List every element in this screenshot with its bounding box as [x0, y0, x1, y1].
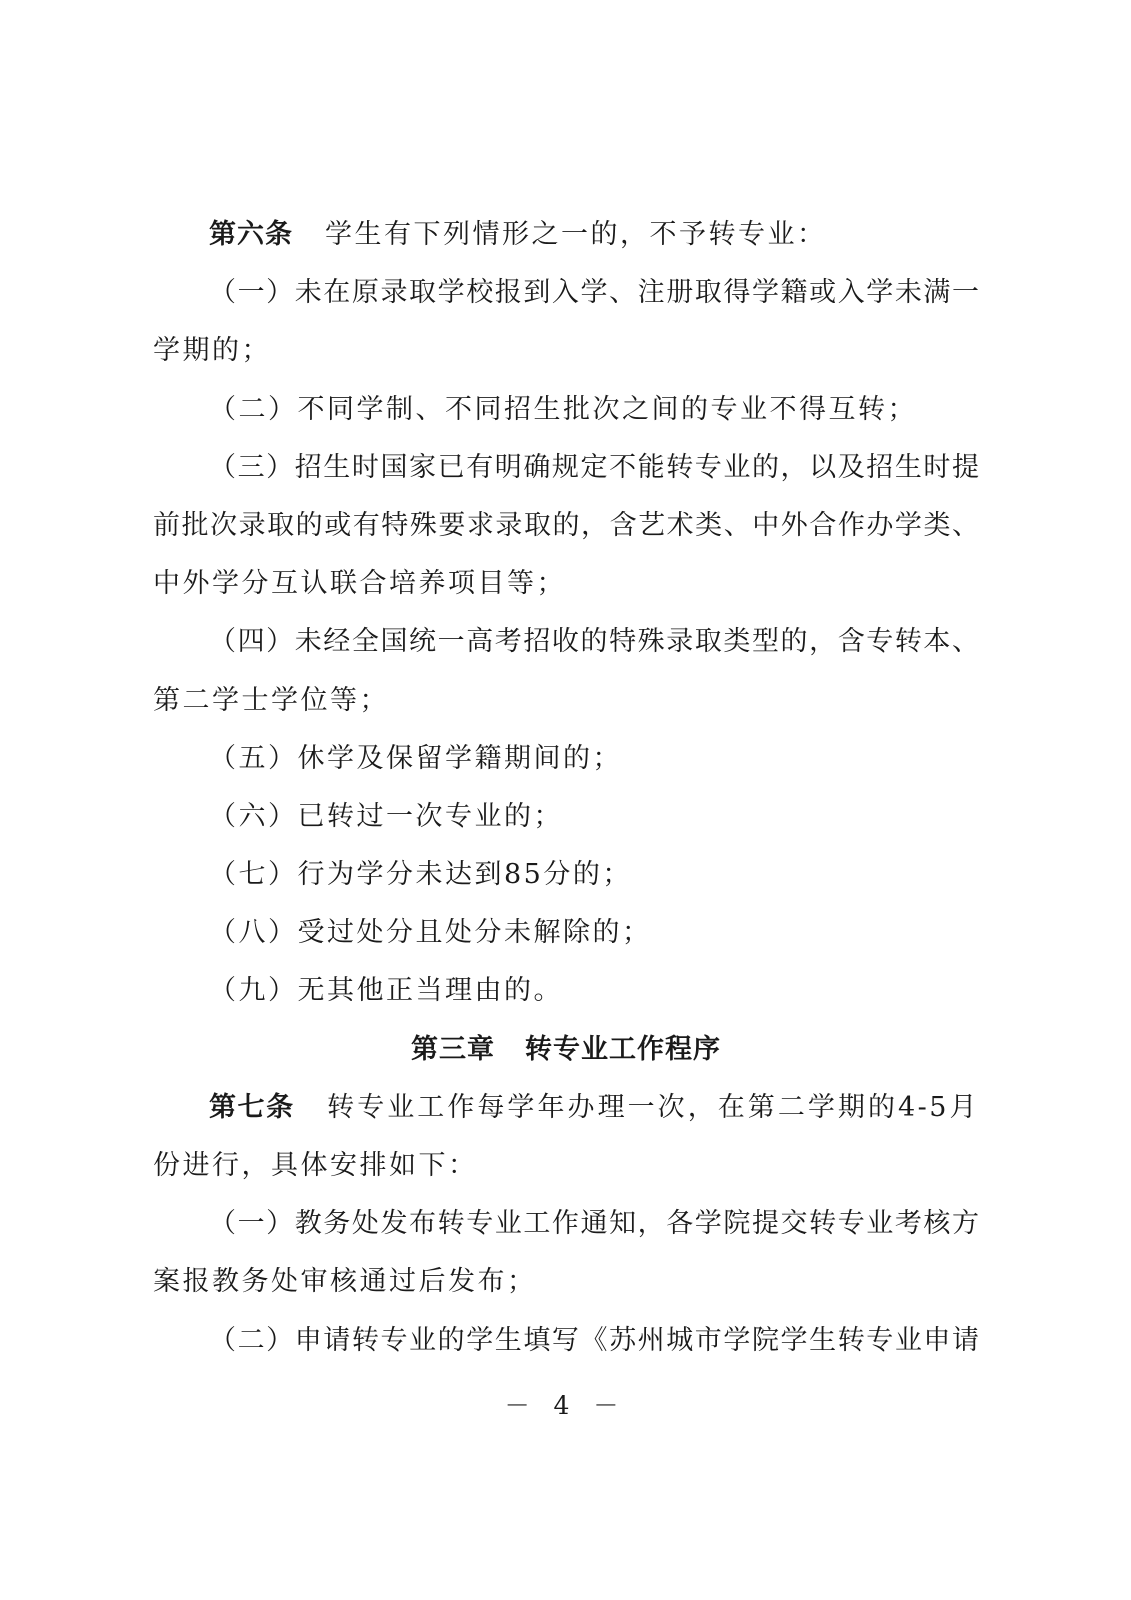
chapter-3-heading: [153, 1021, 979, 1079]
article-7-label: 第七条: [209, 1091, 295, 1123]
document-body: [153, 206, 979, 1370]
article-6-item-4-line-1: （四）未经全国统一高考招收的特殊录取类型的，含专转本、: [209, 626, 979, 658]
page-number: － 4 －: [504, 1391, 627, 1420]
article-6-item-3-line-2: 前批次录取的或有特殊要求录取的，含艺术类、中外合作办学类、: [153, 509, 979, 541]
article-6-item-2-line-1: （二）不同学制、不同招生批次之间的专业不得互转；: [209, 393, 917, 425]
article-7-heading: [153, 1079, 979, 1137]
article-7-item-2-line-1: （二）申请转专业的学生填写《苏州城市学院学生转专业申请: [209, 1324, 979, 1356]
article-6-item-3-line-1: （三）招生时国家已有明确规定不能转专业的，以及招生时提: [209, 451, 979, 483]
article-6-item-5-line-1: （五）休学及保留学籍期间的；: [209, 742, 622, 774]
article-6-label: 第六条: [209, 219, 293, 250]
article-6-item-1-line-1: （一）未在原录取学校报到入学、注册取得学籍或入学未满一: [209, 277, 979, 309]
article-6-item-1-line-2: 学期的；: [153, 335, 271, 367]
article-7-intro-line-2: 份进行，具体安排如下：: [153, 1150, 478, 1181]
article-6-item-6-line-1: （六）已转过一次专业的；: [209, 800, 563, 832]
article-6-item-8-line-1: （八）受过处分且处分未解除的；: [209, 917, 652, 949]
article-6-heading: [153, 206, 979, 264]
article-6-intro: 学生有下列情形之一的，不予转专业：: [325, 219, 827, 250]
article-7-item-1-line-1: （一）教务处发布转专业工作通知，各学院提交转专业考核方: [209, 1208, 979, 1240]
article-7-item-1-line-2: 案报教务处审核通过后发布；: [153, 1266, 537, 1298]
article-6-item-3-line-3: 中外学分互认联合培养项目等；: [153, 568, 566, 600]
article-6-item-7-line-1: （七）行为学分未达到85分的；: [209, 859, 632, 891]
article-7-intro-line-1: 转专业工作每学年办理一次，在第二学期的4-5月: [326, 1091, 980, 1123]
chapter-3-title: 转专业工作程序: [525, 1033, 721, 1065]
chapter-3-number: 第三章: [411, 1033, 495, 1065]
article-6-item-9-line-1: （九）无其他正当理由的。: [209, 975, 563, 1007]
article-6-item-4-line-2: 第二学士学位等；: [153, 684, 389, 716]
